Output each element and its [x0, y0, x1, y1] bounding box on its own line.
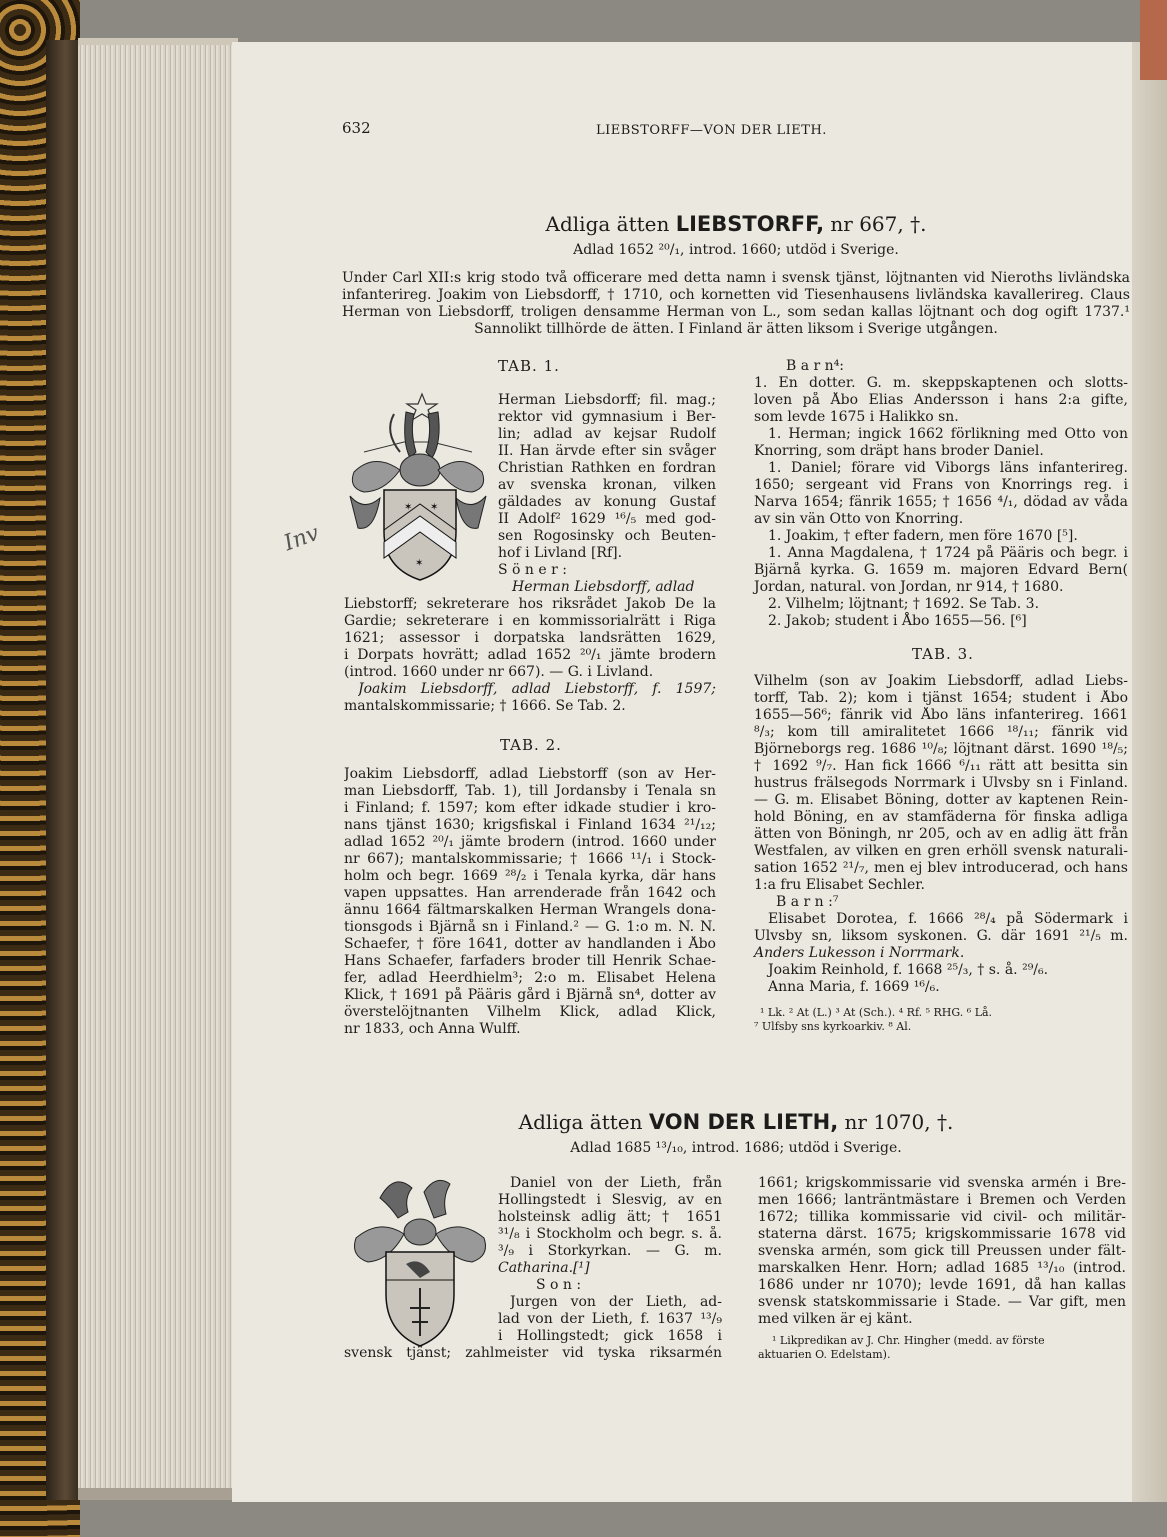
right-line: som levde 1675 i Halikko sn. [754, 409, 959, 425]
liebstorff-title-name: LIEBSTORFF, [675, 212, 825, 236]
svg-text:✶: ✶ [415, 558, 424, 569]
right-line: 1. Anna Magdalena, † 1724 på Pääris och begr. i [768, 545, 1128, 561]
book-spine-edge [46, 40, 78, 1500]
right-line: Jordan, natural. von Jordan, nr 914, † 1680. [754, 579, 1064, 595]
tab3-line: — G. m. Elisabet Böning, dotter av kaptenen Rein- [754, 792, 1128, 808]
lieth-footnote-line: aktuarien O. Edelstam). [758, 1348, 891, 1361]
tab1-line: av svenska kronan, vilken [498, 477, 716, 493]
lieth-subtitle: Adlad 1685 ¹³/₁₀, introd. 1686; utdöd i Sverige. [570, 1140, 902, 1156]
tab3-line: hold Böning, en av stamfäderna för finska adliga [754, 809, 1128, 825]
lieth-left-line: Catharina.[¹] [498, 1260, 590, 1276]
right-line: Knorring, som dräpt hans broder Daniel. [754, 443, 1044, 459]
tab3-line: ätten von Böningh, nr 205, och av en adlig ätt från [754, 826, 1128, 842]
lieth-title-pre: Adliga ätten [518, 1110, 643, 1134]
right-line: Bjärnå kyrka. G. 1659 m. majoren Edvard Bern( [754, 562, 1128, 578]
tab1-line: gäldades av konung Gustaf [498, 494, 716, 510]
tab3-child: Elisabet Dorotea, f. 1666 ²⁸/₄ på Södermark i [768, 911, 1128, 927]
lieth-son: S o n : [536, 1277, 582, 1293]
tab3-child: Anders Lukesson i Norrmark. [754, 945, 965, 961]
lieth-left-more: Jurgen von der Lieth, ad- [510, 1294, 722, 1310]
tab2-line: ännu 1664 fältmarskalken Herman Wrangels dona- [344, 902, 716, 918]
tab3-line: Westfalen, av vilken en gren erhöll svensk naturali- [754, 843, 1128, 859]
svg-text:✶: ✶ [404, 502, 413, 513]
lieth-left-more: svensk tjänst; zahlmeister vid tyska riksarmén [344, 1345, 722, 1361]
lieth-right-line: med vilken är ej känt. [758, 1311, 913, 1327]
tab3-line: Björneborgs reg. 1686 ¹⁰/₈; löjtnant därst. 1690 ¹⁸/₅; [754, 741, 1128, 757]
liebstorff-title-pre: Adliga ätten [545, 212, 670, 236]
liebstorff-coat-of-arms [344, 392, 492, 582]
lieth-right-line: marskalken Henr. Horn; adlad 1685 ¹³/₁₀ (introd. [758, 1260, 1126, 1276]
tab3-heading: TAB. 3. [912, 645, 974, 663]
tab2-line: tionsgods i Bjärnå sn i Finland.² — G. 1:o m. N. N. [344, 919, 716, 935]
footnote-line: ¹ Lk. ² At (L.) ³ At (Sch.). ⁴ Rf. ⁵ RHG. ⁶ Lå. [760, 1006, 993, 1019]
tab3-child: Ulvsby sn, liksom syskonen. G. där 1691 ²¹/₅ m. [754, 928, 1128, 944]
tab2-line: fer, adlad Heerdhielm³; 2:o m. Elisabet Helena [344, 970, 716, 986]
tab1-more-line: mantalskommissarie; † 1666. Se Tab. 2. [344, 698, 626, 714]
tab1-line: lin; adlad av kejsar Rudolf [498, 426, 716, 442]
tab2-line: nans tjänst 1630; krigsfiskal i Finland 1634 ²¹/₁₂; [344, 817, 716, 833]
lieth-right-line: 1661; krigskommissarie vid svenska armén i Bre- [758, 1175, 1126, 1191]
lieth-title-name: VON DER LIETH, [648, 1110, 839, 1134]
red-bookmark [1140, 0, 1167, 80]
tab2-line: nr 667); mantalskommissarie; † 1666 ¹¹/₁ i Stock- [344, 851, 716, 867]
right-line: av sin vän Otto von Knorring. [754, 511, 964, 527]
facing-page-edge [1132, 42, 1167, 1502]
svg-text:✶: ✶ [430, 502, 439, 513]
tab2-line: Joakim Liebsdorff, adlad Liebstorff (son av Her- [344, 766, 716, 782]
tab1-line: Herman Liebsdorff; fil. mag.; [498, 392, 716, 408]
tab2-heading: TAB. 2. [500, 736, 562, 754]
tab1-more-line: Gardie; sekreterare i en kommissorialrätt i Riga [344, 613, 716, 629]
intro-line: infanterireg. Joakim von Liebsdorff, † 1710, och kornetten vid Tiesenhausens livländska kavallerireg. Claus [342, 287, 1130, 303]
tab1-more-line: i Dorpats hovrätt; adlad 1652 ²⁰/₁ jämte brodern [344, 647, 716, 663]
tab2-line: nr 1833, och Anna Wulff. [344, 1021, 521, 1037]
lieth-right-line: 1672; tillika kommissarie vid civil- och militär- [758, 1209, 1126, 1225]
tab1-line: hof i Livland [Rf]. [498, 545, 623, 561]
tab2-line: i Finland; f. 1597; kom efter idkade studier i kro- [344, 800, 716, 816]
right-line: 2. Jakob; student i Åbo 1655—56. [⁶] [768, 613, 1027, 629]
running-head: LIEBSTORFF—VON DER LIETH. [596, 123, 827, 138]
lieth-title [342, 1110, 1130, 1134]
tab3-barn: B a r n :⁷ [776, 894, 839, 910]
lieth-coat-of-arms [350, 1168, 490, 1348]
tab1-line: II. Han ärvde efter sin svåger [498, 443, 716, 459]
lieth-right-line: men 1666; lanträntmästare i Bremen och Verden [758, 1192, 1126, 1208]
intro-line: Herman von Liebsdorff, troligen densamme Herman von L., som sedan kallas löjtnant och dog ogift 1737.¹ [342, 304, 1130, 320]
lieth-left-line: Daniel von der Lieth, från [510, 1175, 722, 1191]
tab3-child: Anna Maria, f. 1669 ¹⁶/₆. [768, 979, 940, 995]
lieth-left-line: ³¹/₈ i Stockholm och begr. s. å. [498, 1226, 722, 1242]
lieth-right-line: svenska armén, som gick till Preussen under fält- [758, 1243, 1126, 1259]
tab2-line: Klick, † 1691 på Pääris gård i Bjärnå sn⁴, dotter av [344, 987, 716, 1003]
margin-note: Inv [280, 520, 323, 557]
tab1-more-line: Joakim Liebsdorff, adlad Liebstorff, f. 1597; [358, 681, 716, 697]
right-line: 2. Vilhelm; löjtnant; † 1692. Se Tab. 3. [768, 596, 1040, 612]
lieth-right-line: 1686 under nr 1070); levde 1691, då han kallas [758, 1277, 1126, 1293]
lieth-right-line: staterna därst. 1675; krigskommissarie 1678 vid [758, 1226, 1126, 1242]
tab1-line: sen Rogosinsky och Beuten- [498, 528, 716, 544]
tab1-more-line: Herman Liebsdorff, adlad [512, 579, 695, 595]
tab1-soner: S ö n e r : [498, 562, 567, 578]
page-stack [78, 45, 238, 1495]
tab1-line: rektor vid gymnasium i Ber- [498, 409, 716, 425]
tab2-line: holm och begr. 1669 ²⁸/₂ i Tenala kyrka, där hans [344, 868, 716, 884]
tab1-more-line: 1621; assessor i dorpatska landsrätten 1629, [344, 630, 716, 646]
tab1-line: II Adolf² 1629 ¹⁶/₅ med god- [498, 511, 716, 527]
right-line: 1. Daniel; förare vid Viborgs läns infanterireg. [768, 460, 1128, 476]
tab2-line: man Liebsdorff, Tab. 1), till Jordansby i Tenala sn [344, 783, 716, 799]
tab1-more-line: Liebstorff; sekreterare hos riksrådet Jakob De la [344, 596, 716, 612]
tab3-line: sation 1652 ²¹/₇, men ej blev introducerad, och hans [754, 860, 1128, 876]
page-number: 632 [342, 119, 371, 137]
tab3-line: 1655—56⁶; fänrik vid Åbo läns infanterireg. 1661 [754, 707, 1128, 723]
right-line: 1. En dotter. G. m. skeppskaptenen och slotts- [754, 375, 1128, 391]
tab1-heading: TAB. 1. [498, 357, 560, 375]
lieth-right-line: svensk statskommissarie i Stade. — Var gift, men [758, 1294, 1126, 1310]
tab2-line: överstelöjtnanten Vilhelm Klick, adlad Klick, [344, 1004, 716, 1020]
lieth-left-line: holsteinsk adlig ätt; † 1651 [498, 1209, 722, 1225]
lieth-footnote-line: ¹ Likpredikan av J. Chr. Hingher (medd. av förste [772, 1334, 1045, 1347]
right-line: 1650; sergeant vid Frans von Knorrings reg. i [754, 477, 1128, 493]
footnote-line: ⁷ Ulfsby sns kyrkoarkiv. ⁸ Al. [754, 1020, 912, 1033]
lieth-left-line: Hollingstedt i Slesvig, av en [498, 1192, 722, 1208]
barn-heading: B a r n⁴: [786, 358, 845, 374]
tab3-line: torff, Tab. 2); kom i tjänst 1654; student i Åbo [754, 690, 1128, 706]
intro-line: Sannolikt tillhörde de ätten. I Finland är ätten liksom i Sverige utgången. [474, 321, 998, 337]
liebstorff-subtitle: Adlad 1652 ²⁰/₁, introd. 1660; utdöd i Sverige. [573, 242, 899, 258]
right-line: 1. Herman; ingick 1662 förlikning med Otto von [768, 426, 1128, 442]
lieth-left-line: ³/₉ i Storkyrkan. — G. m. [498, 1243, 722, 1259]
intro-line: Under Carl XII:s krig stodo två officerare med detta namn i svensk tjänst, löjtnanten vid Nieroths livländska [342, 270, 1130, 286]
lieth-title-post: nr 1070, †. [844, 1110, 954, 1134]
tab2-line: Schaefer, † före 1641, dotter av handlanden i Åbo [344, 936, 716, 952]
tab3-line: Vilhelm (son av Joakim Liebsdorff, adlad Liebs- [754, 673, 1128, 689]
tab1-line: Christian Rathken en fordran [498, 460, 716, 476]
tab2-line: Hans Schaefer, farfaders broder till Henrik Schae- [344, 953, 716, 969]
tab3-line: 1:a fru Elisabet Sechler. [754, 877, 925, 893]
lieth-left-more: lad von der Lieth, f. 1637 ¹³/₉ [498, 1311, 722, 1327]
tab3-line: hustrus frälsegods Norrmark i Ulvsby sn i Finland. [754, 775, 1128, 791]
tab3-line: ⁸/₃; kom till amiralitetet 1666 ¹⁸/₁₁; fänrik vid [754, 724, 1128, 740]
liebstorff-title-post: nr 667, †. [830, 212, 927, 236]
liebstorff-title [342, 212, 1130, 236]
right-line: Narva 1654; fänrik 1655; † 1656 ⁴/₁, dödad av våda [754, 494, 1128, 510]
lieth-left-more: i Hollingstedt; gick 1658 i [498, 1328, 722, 1344]
right-line: 1. Joakim, † efter fadern, men före 1670 [⁵]. [768, 528, 1078, 544]
tab2-line: vapen uppsattes. Han arrenderade från 1642 och [344, 885, 716, 901]
tab2-line: adlad 1652 ²⁰/₁ jämte brodern (introd. 1660 under [344, 834, 716, 850]
right-line: loven på Åbo Elias Andersson i hans 2:a gifte, [754, 392, 1128, 408]
page-stack-bottom [78, 1488, 238, 1500]
tab3-line: † 1692 ⁹/₇. Han fick 1666 ⁶/₁₁ rätt att besitta sin [754, 758, 1128, 774]
tab1-more-line: (introd. 1660 under nr 667). — G. i Livland. [344, 664, 654, 680]
tab3-child: Joakim Reinhold, f. 1668 ²⁵/₃, † s. å. ²⁹/₆. [768, 962, 1049, 978]
